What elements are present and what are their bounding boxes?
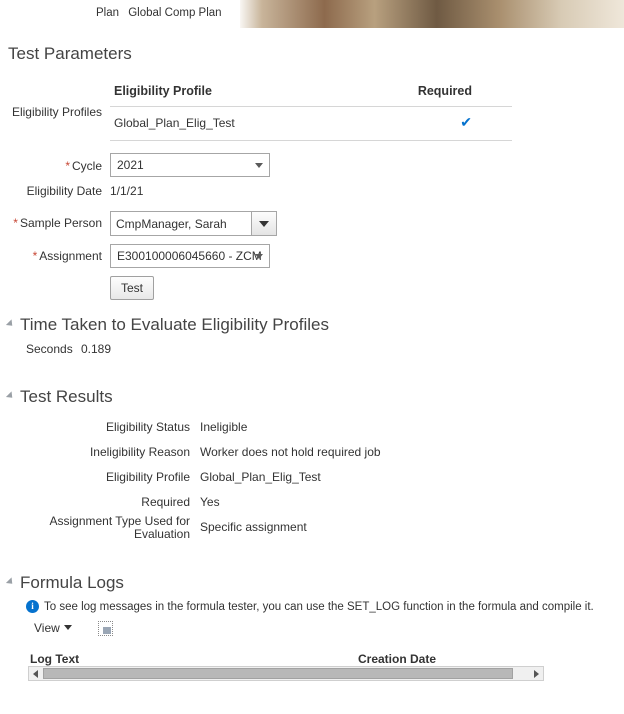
view-menu-button[interactable] [34, 621, 72, 635]
eligibility-profile-label: Eligibility Profile [105, 470, 190, 484]
ineligibility-reason-label: Ineligibility Reason [89, 445, 190, 459]
required-label: Required [141, 495, 190, 509]
cell-eligibility-profile: Global_Plan_Elig_Test [110, 107, 335, 141]
info-icon: i [26, 600, 39, 613]
required-marker: * [32, 249, 38, 263]
test-results-title-text: Test Results [20, 387, 113, 406]
table-header-row [110, 84, 512, 107]
view-menu-label: View [34, 621, 60, 635]
column-header-required: Required [335, 84, 512, 107]
ineligibility-reason-value: Worker does not hold required job [200, 445, 381, 459]
column-header-log-text: Log Text [30, 652, 80, 666]
assignment-label [0, 249, 102, 263]
chevron-down-icon[interactable] [249, 154, 269, 176]
test-button[interactable]: Test [110, 276, 154, 300]
column-header-eligibility-profile: Eligibility Profile [110, 84, 335, 107]
formula-logs-title[interactable] [8, 573, 124, 593]
plan-label: Plan [96, 7, 120, 19]
eligibility-profiles-label: Eligibility Profiles [11, 105, 102, 119]
time-taken-title-text: Time Taken to Evaluate Eligibility Profiles [20, 315, 329, 334]
assignment-type-label: Assignment Type Used for Evaluation [49, 514, 190, 541]
seconds-value: 0.189 [81, 342, 112, 356]
formula-logs-info-text: To see log messages in the formula tester, you can use the SET_LOG function in the formula and compile it. [44, 601, 594, 613]
cycle-label [0, 159, 102, 173]
plan-row [96, 7, 222, 19]
eligibility-profiles-table [110, 84, 512, 141]
formula-logs-info [26, 600, 606, 613]
column-header-creation-date: Creation Date [358, 652, 437, 666]
test-parameters-title: Test Parameters [8, 44, 132, 63]
cycle-selected-value: 2021 [117, 158, 144, 172]
chevron-down-icon[interactable] [249, 245, 269, 267]
assignment-selected-value: E300100006045660 - ZCM [117, 249, 262, 263]
check-icon: ✔ [335, 107, 512, 141]
sample-person-label [0, 216, 102, 230]
log-table-horizontal-scrollbar[interactable] [28, 666, 544, 681]
sample-person-field[interactable] [110, 211, 277, 236]
assignment-label-text: Assignment [39, 249, 102, 263]
scrollbar-thumb[interactable] [43, 668, 513, 679]
eligibility-status-value: Ineligible [200, 420, 248, 434]
eligibility-date-value: 1/1/21 [110, 184, 144, 198]
scroll-right-icon[interactable] [530, 667, 543, 680]
required-marker: * [65, 159, 70, 173]
assignment-select[interactable] [110, 244, 270, 268]
cycle-label-text: Cycle [71, 159, 102, 173]
cycle-select[interactable] [110, 153, 270, 177]
eligibility-profile-value: Global_Plan_Elig_Test [200, 470, 321, 484]
required-marker: * [13, 216, 18, 230]
collapse-triangle-icon[interactable] [6, 577, 15, 586]
collapse-triangle-icon[interactable] [6, 391, 15, 400]
scroll-left-icon[interactable] [29, 667, 42, 680]
required-value: Yes [200, 495, 220, 509]
assignment-type-value: Specific assignment [200, 520, 307, 534]
sample-person-input[interactable] [111, 212, 251, 235]
detach-icon[interactable] [98, 621, 113, 636]
test-results-title[interactable] [8, 387, 113, 407]
eligibility-status-label: Eligibility Status [105, 420, 190, 434]
sample-person-label-text: Sample Person [19, 216, 102, 230]
plan-value: Global Comp Plan [128, 7, 222, 19]
formula-logs-title-text: Formula Logs [20, 573, 124, 592]
seconds-label: Seconds [26, 342, 73, 356]
table-row[interactable] [110, 107, 512, 141]
collapse-triangle-icon[interactable] [6, 319, 15, 328]
caret-down-icon[interactable] [64, 625, 72, 630]
eligibility-date-label: Eligibility Date [26, 184, 102, 198]
sample-person-dropdown-icon[interactable] [251, 212, 276, 235]
time-taken-title[interactable] [8, 315, 329, 335]
